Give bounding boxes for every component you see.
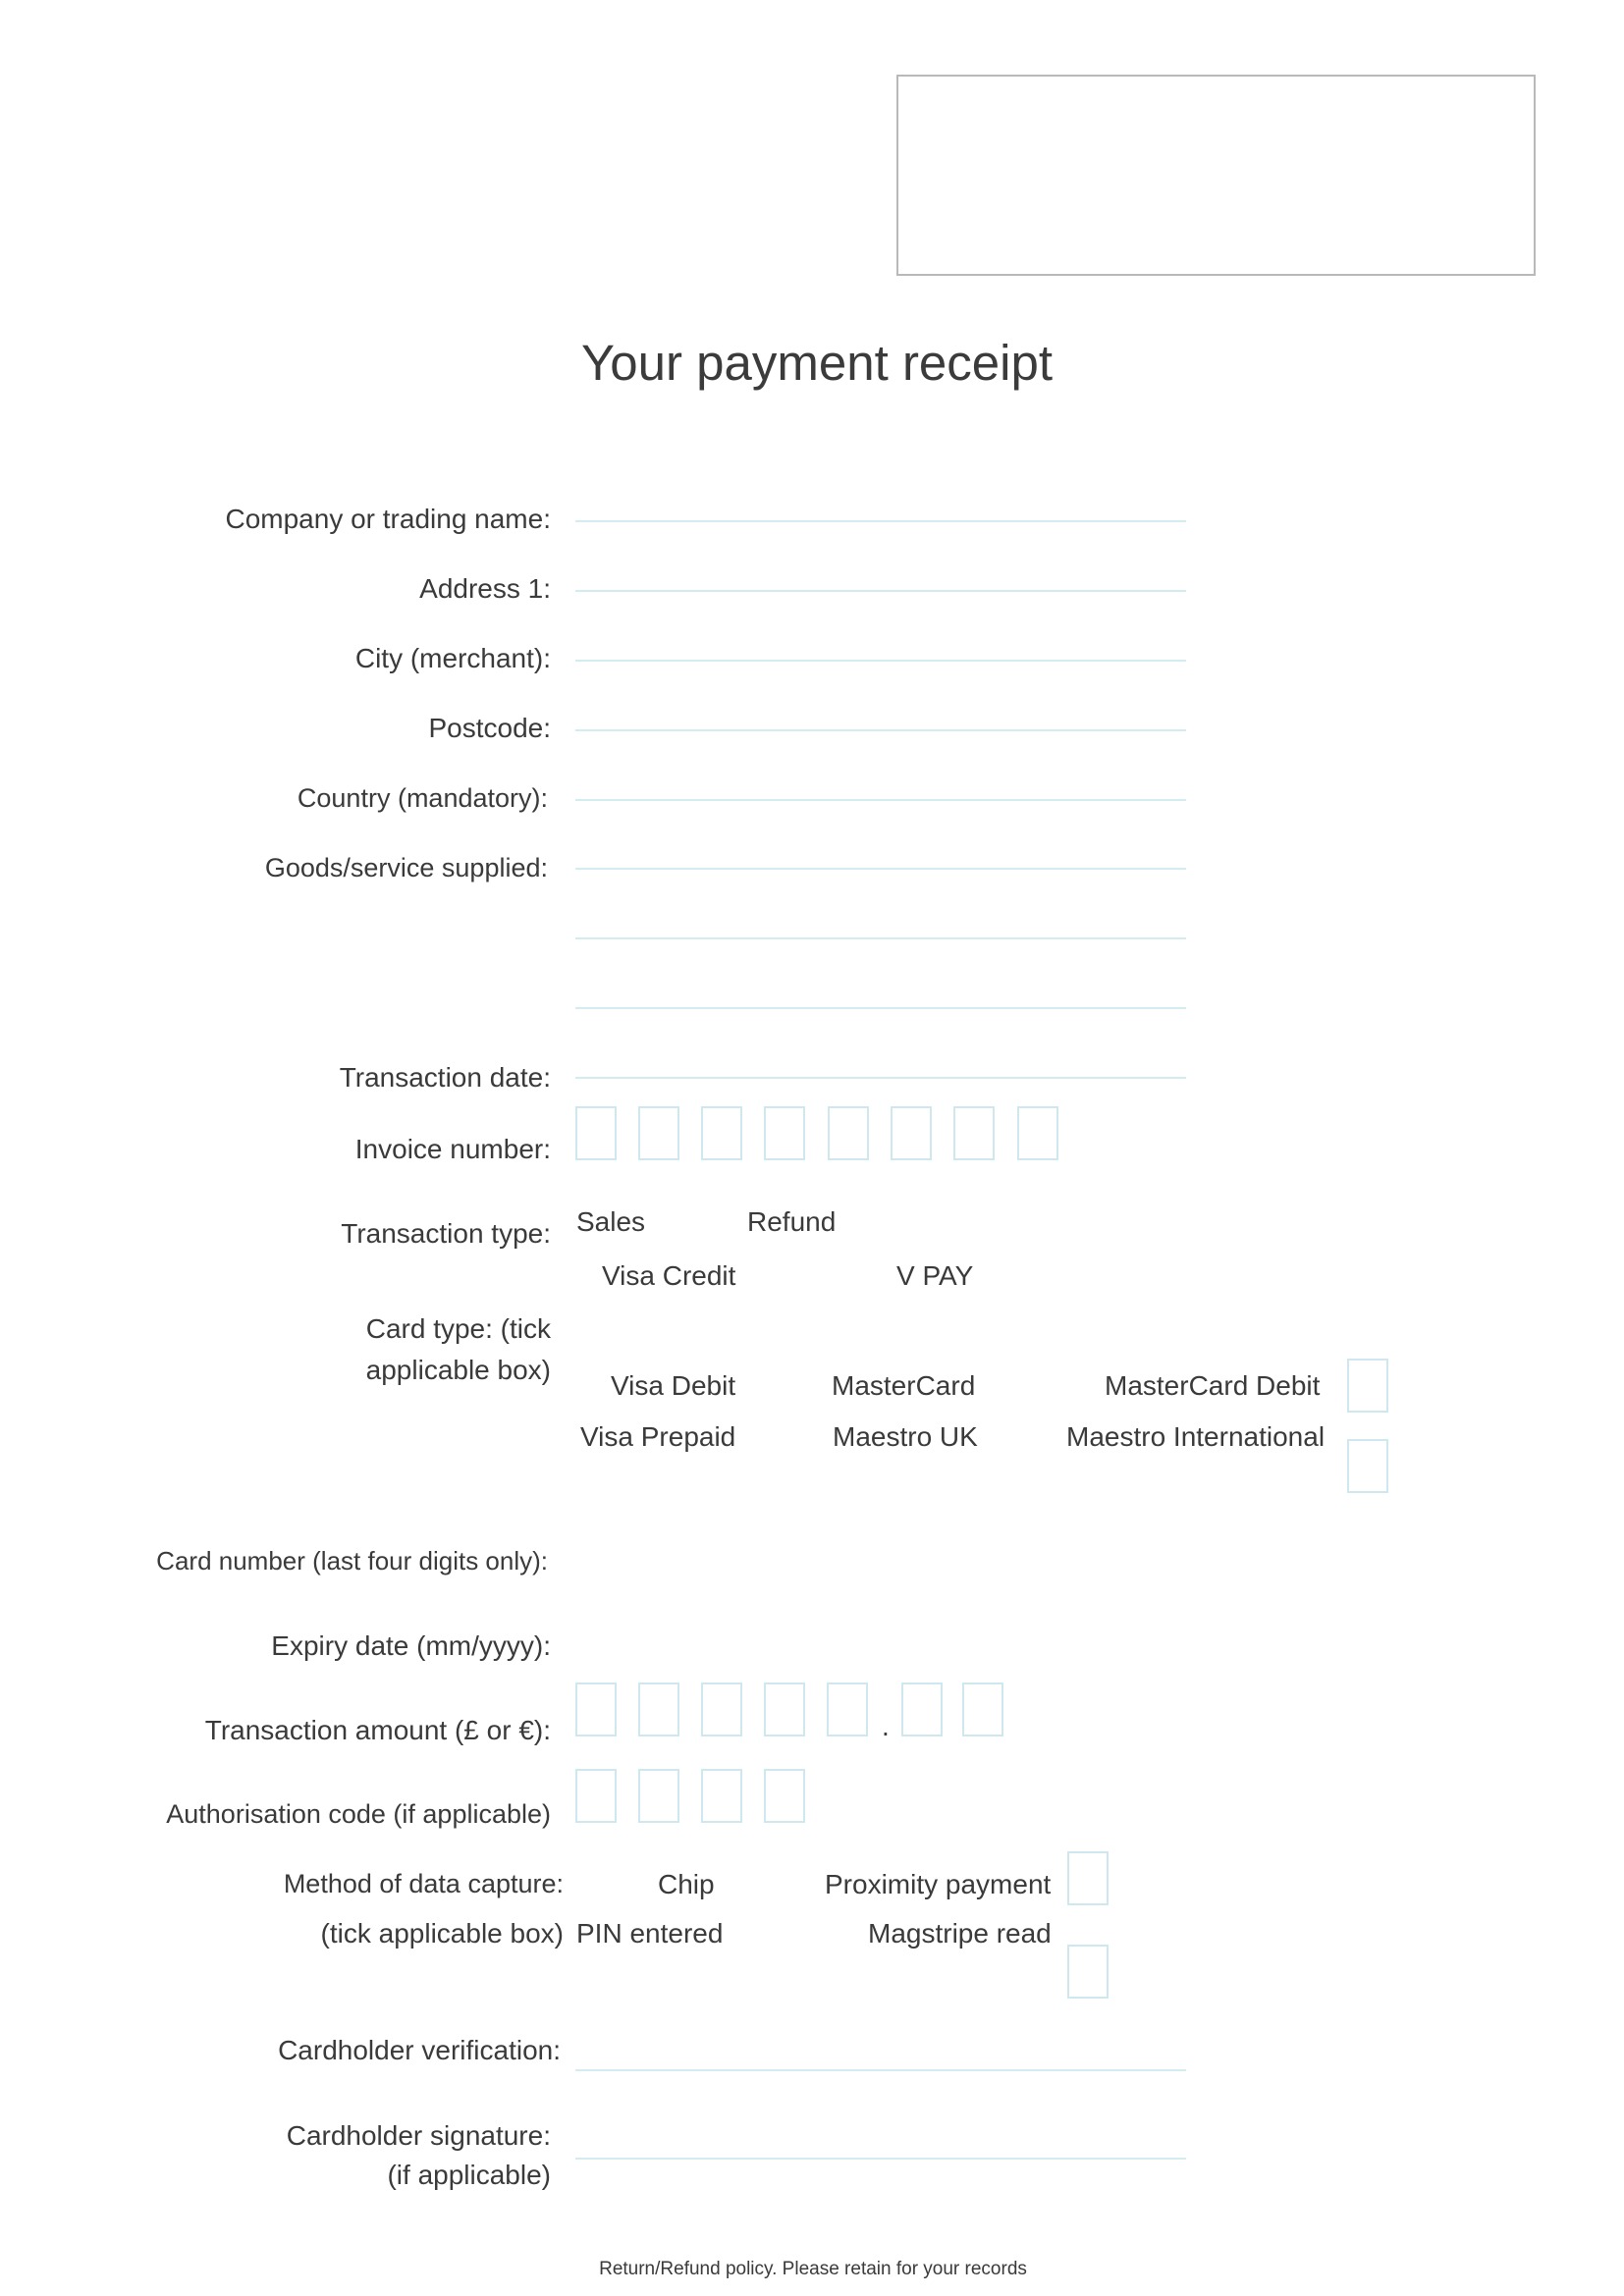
authorisation-digit-box[interactable] [575, 1769, 617, 1823]
card-type-mastercard-option[interactable]: MasterCard [832, 1370, 976, 1401]
city-label: City (merchant): [354, 643, 551, 673]
card-type-label-line1: Card type: (tick [365, 1313, 551, 1344]
cardholder-verification-field[interactable] [575, 2069, 1186, 2071]
logo-placeholder [896, 75, 1536, 276]
capture-proximity-option[interactable]: Proximity payment [825, 1869, 1052, 1899]
card-type-visa-credit-option[interactable]: Visa Credit [602, 1260, 736, 1291]
amount-digit-box[interactable] [701, 1682, 742, 1736]
invoice-digit-box[interactable] [638, 1106, 679, 1160]
invoice-digit-box[interactable] [828, 1106, 869, 1160]
amount-digit-box[interactable] [575, 1682, 617, 1736]
postcode-field[interactable] [575, 729, 1186, 731]
invoice-digit-box[interactable] [575, 1106, 617, 1160]
card-type-maestro-uk-option[interactable]: Maestro UK [833, 1421, 978, 1452]
card-type-checkbox[interactable] [1347, 1359, 1388, 1413]
card-type-visa-prepaid-option[interactable]: Visa Prepaid [580, 1421, 736, 1452]
cardholder-verification-label: Cardholder verification: [278, 2035, 561, 2065]
company-name-field[interactable] [575, 520, 1186, 522]
authorisation-code-label: Authorisation code (if applicable) [166, 1799, 551, 1829]
city-field[interactable] [575, 660, 1186, 662]
card-type-label-line2: applicable box) [365, 1355, 551, 1385]
footer-note: Return/Refund policy. Please retain for your records [599, 2259, 1027, 2279]
amount-digit-box[interactable] [638, 1682, 679, 1736]
amount-digit-box[interactable] [962, 1682, 1003, 1736]
invoice-digit-box[interactable] [891, 1106, 932, 1160]
authorisation-digit-box[interactable] [638, 1769, 679, 1823]
amount-decimal-point: . [882, 1711, 890, 1741]
capture-pin-option[interactable]: PIN entered [576, 1918, 724, 1949]
amount-digit-box[interactable] [901, 1682, 943, 1736]
capture-method-label-line1: Method of data capture: [283, 1869, 564, 1898]
cardholder-signature-label-line2: (if applicable) [387, 2160, 551, 2190]
country-field[interactable] [575, 799, 1186, 801]
authorisation-digit-box[interactable] [764, 1769, 805, 1823]
transaction-type-label: Transaction type: [341, 1218, 551, 1249]
invoice-digit-box[interactable] [701, 1106, 742, 1160]
card-number-label: Card number (last four digits only): [156, 1546, 548, 1575]
goods-field-line-1[interactable] [575, 868, 1186, 870]
capture-method-checkbox[interactable] [1067, 1945, 1109, 1999]
invoice-digit-box[interactable] [953, 1106, 995, 1160]
invoice-digit-box[interactable] [764, 1106, 805, 1160]
card-type-maestro-international-option[interactable]: Maestro International [1066, 1421, 1326, 1452]
card-type-v-pay-option[interactable]: V PAY [896, 1260, 974, 1291]
capture-method-checkbox[interactable] [1067, 1851, 1109, 1905]
transaction-date-field[interactable] [575, 1077, 1186, 1079]
card-type-visa-debit-option[interactable]: Visa Debit [611, 1370, 736, 1401]
goods-field-line-2[interactable] [575, 937, 1186, 939]
postcode-label: Postcode: [428, 713, 551, 743]
address-label: Address 1: [419, 573, 551, 604]
transaction-date-label: Transaction date: [339, 1062, 551, 1093]
invoice-digit-box[interactable] [1017, 1106, 1058, 1160]
amount-digit-box[interactable] [827, 1682, 868, 1736]
page-title: Your payment receipt [580, 335, 1054, 391]
transaction-type-sales-option[interactable]: Sales [576, 1206, 646, 1237]
invoice-number-label: Invoice number: [354, 1134, 551, 1164]
expiry-date-label: Expiry date (mm/yyyy): [271, 1630, 551, 1661]
capture-method-label-line2: (tick applicable box) [320, 1918, 564, 1949]
capture-chip-option[interactable]: Chip [658, 1869, 715, 1899]
address-field[interactable] [575, 590, 1186, 592]
card-type-mastercard-debit-option[interactable]: MasterCard Debit [1105, 1370, 1321, 1401]
cardholder-signature-label-line1: Cardholder signature: [286, 2120, 551, 2151]
company-name-label: Company or trading name: [225, 504, 551, 534]
cardholder-signature-field[interactable] [575, 2158, 1186, 2160]
card-type-checkbox[interactable] [1347, 1439, 1388, 1493]
transaction-type-refund-option[interactable]: Refund [747, 1206, 837, 1237]
authorisation-digit-box[interactable] [701, 1769, 742, 1823]
goods-field-line-3[interactable] [575, 1007, 1186, 1009]
country-label: Country (mandatory): [297, 783, 548, 813]
amount-digit-box[interactable] [764, 1682, 805, 1736]
capture-magstripe-option[interactable]: Magstripe read [868, 1918, 1052, 1949]
goods-label: Goods/service supplied: [264, 853, 548, 882]
transaction-amount-label: Transaction amount (£ or €): [204, 1715, 551, 1745]
